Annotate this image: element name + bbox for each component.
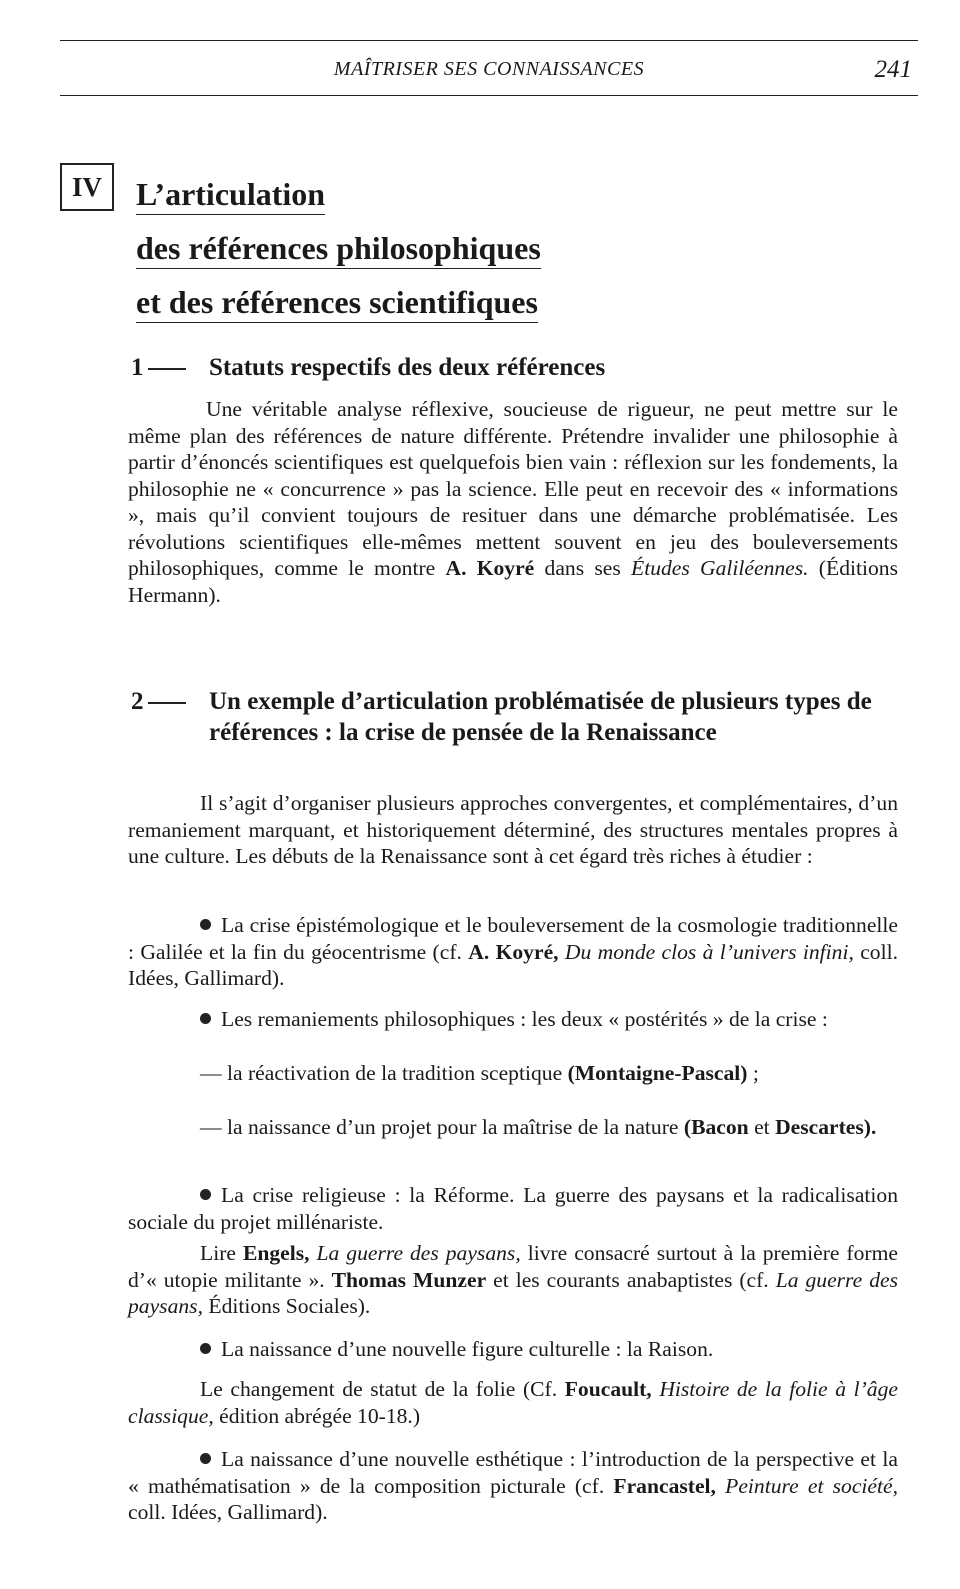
bullet-1: La crise épistémologique et le bouleversement de la cosmologie traditionnelle : Galilée et la fin du géocentrisme (cf. A. Koyré, Du monde clos à l’univers infini, coll. Idées, Gallimard). (128, 913, 898, 990)
chapter-title (136, 170, 541, 332)
running-title: MAÎTRISER SES CONNAISSANCES (333, 58, 645, 80)
top-rule (60, 40, 918, 41)
bullet-2-dash-1: — la réactivation de la tradition sceptique (Montaigne-Pascal) ; (200, 1061, 759, 1085)
page-number: 241 (874, 56, 912, 83)
book-title: Études Galiléennes. (631, 556, 809, 580)
section-1-heading (131, 353, 606, 383)
section-2-title: Un exemple d’articulation problématisée de plusieurs types de références : la crise de pensée de la Renaissance (209, 688, 872, 746)
bullet-icon (200, 1013, 211, 1024)
section-dash (148, 368, 186, 370)
bullet-icon (200, 1343, 211, 1354)
chapter-title-line-3: et des références scientifiques (136, 282, 538, 323)
header-bottom-rule (60, 95, 918, 96)
section-1-number: 1 (131, 354, 144, 381)
chapter-title-line-2: des références philosophiques (136, 228, 541, 269)
bullet-icon (200, 1453, 211, 1464)
running-head (60, 56, 918, 90)
folie-paragraph: Le changement de statut de la folie (Cf. Foucault, Histoire de la folie à l’âge classique, édition abrégée 10-18.) (128, 1377, 898, 1428)
bullet-4: La naissance d’une nouvelle figure culturelle : la Raison. (128, 1336, 898, 1363)
section-1-paragraph: Une véritable analyse réflexive, soucieuse de rigueur, ne peut mettre sur le même plan des références de nature différente. Prétendre invalider une philosophie à partir d’énoncés scientifiques est quelquefois bien vain : réflexion sur les fondements, la philosophie ne « concurrence » pas la science. Elle peut en recevoir des « informations », mais qu’il convient toujours de resituer dans une démarche problématisée. Les révolutions scientifiques elle-mêmes mettent souvent en jeu des bouleversements philosophiques, comme le montre A. Koyré dans ses Études Galiléennes. (Éditions Hermann). (128, 397, 898, 607)
section-1-title: Statuts respectifs des deux références (209, 354, 606, 381)
bullet-icon (200, 1189, 211, 1200)
section-2-intro: Il s’agit d’organiser plusieurs approches convergentes, et complémentaires, d’un remaniement marquant, et historiquement déterminé, des structures mentales propres à une culture. Les débuts de la Renaissance sont à cet égard très riches à étudier : (128, 791, 898, 868)
section-2-number: 2 (131, 688, 144, 715)
chapter-numeral: IV (60, 163, 114, 211)
bullet-icon (200, 919, 211, 930)
author-koyre: A. Koyré (445, 556, 535, 580)
bullet-3: La crise religieuse : la Réforme. La guerre des paysans et la radicalisation sociale du projet millénariste. (128, 1183, 898, 1234)
chapter-title-line-1: L’articulation (136, 174, 325, 215)
bullet-2: Les remaniements philosophiques : les deux « postérités » de la crise : (128, 1006, 898, 1033)
section-dash (148, 702, 186, 704)
section-2-heading (131, 686, 872, 746)
engels-paragraph: Lire Engels, La guerre des paysans, livre consacré surtout à la première forme d’« utopie militante ». Thomas Munzer et les courants anabaptistes (cf. La guerre des paysans, Éditions Sociales). (128, 1241, 899, 1318)
bullet-2-dash-2: — la naissance d’un projet pour la maîtrise de la nature (Bacon et Descartes). (200, 1115, 877, 1139)
bullet-5: La naissance d’une nouvelle esthétique : l’introduction de la perspective et la « mathématisation » de la composition picturale (cf. Francastel, Peinture et société, coll. Idées, Gallimard). (128, 1447, 898, 1524)
